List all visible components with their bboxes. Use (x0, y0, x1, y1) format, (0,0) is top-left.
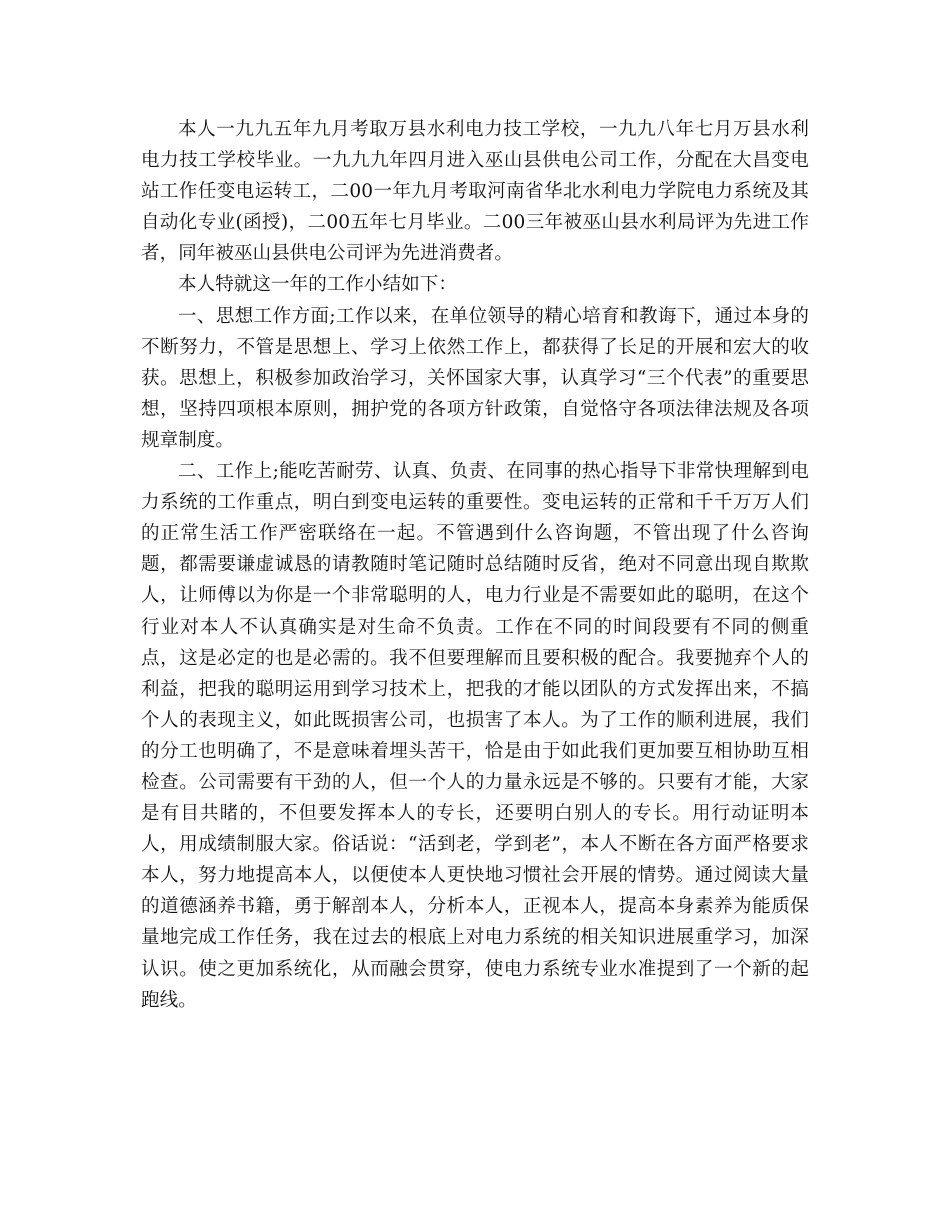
document-body (141, 114, 809, 1016)
paragraph-ideology: 一、思想工作方面;工作以来，在单位领导的精心培育和教诲下，通过本身的不断努力，不管是思想上、学习上依然工作上，都获得了长足的开展和宏大的收获。思想上，积极参加政治学习，关怀国家大事，认真学习“三个代表”的重要思想，坚持四项根本原则，拥护党的各项方针政策，自觉恪守各项法律法规及各项规章制度。 (141, 305, 809, 451)
paragraph-background: 本人一九九五年九月考取万县水利电力技工学校，一九九八年七月万县水利电力技工学校毕业。一九九九年四月进入巫山县供电公司工作，分配在大昌变电站工作任变电运转工，二00一年九月考取河南省华北水利电力学院电力系统及其自动化专业(函授)，二00五年七月毕业。二00三年被巫山县水利局评为先进工作者，同年被巫山县供电公司评为先进消费者。 (141, 119, 809, 265)
paragraph-summary-intro: 本人特就这一年的工作小结如下： (178, 274, 458, 296)
paragraph-work: 二、工作上;能吃苦耐劳、认真、负责、在同事的热心指导下非常快理解到电力系统的工作重点，明白到变电运转的重要性。变电运转的正常和千千万万人们的正常生活工作严密联络在一起。不管遇到什么咨询题，不管出现了什么咨询题，都需要谦虚诚恳的请教随时笔记随时总结随时反省，绝对不同意出现自欺欺人，让师傅以为你是一个非常聪明的人，电力行业是不需要如此的聪明，在这个行业对本人不认真确实是对生命不负责。工作在不同的时间段要有不同的侧重点，这是必定的也是必需的。我不但要理解而且要积极的配合。我要抛弃个人的利益，把我的聪明运用到学习技术上，把我的才能以团队的方式发挥出来，不搞个人的表现主义，如此既损害公司，也损害了本人。为了工作的顺利进展，我们的分工也明确了，不是意味着埋头苦干，恰是由于如此我们更加要互相协助互相检查。公司需要有干劲的人，但一个人的力量永远是不够的。只要有才能，大家是有目共睹的，不但要发挥本人的专长，还要明白别人的专长。用行动证明本人，用成绩制服大家。俗话说：“活到老，学到老”，本人不断在各方面严格要求本人，努力地提高本人，以便使本人更快地习惯社会开展的情势。通过阅读大量的道德涵养书籍，勇于解剖本人，分析本人，正视本人，提高本身素养为能质保量地完成工作任务，我在过去的根底上对电力系统的相关知识进展重学习，加深认识。使之更加系统化，从而融会贯穿，使电力系统专业水准提到了一个新的起跑线。 (141, 461, 809, 1011)
